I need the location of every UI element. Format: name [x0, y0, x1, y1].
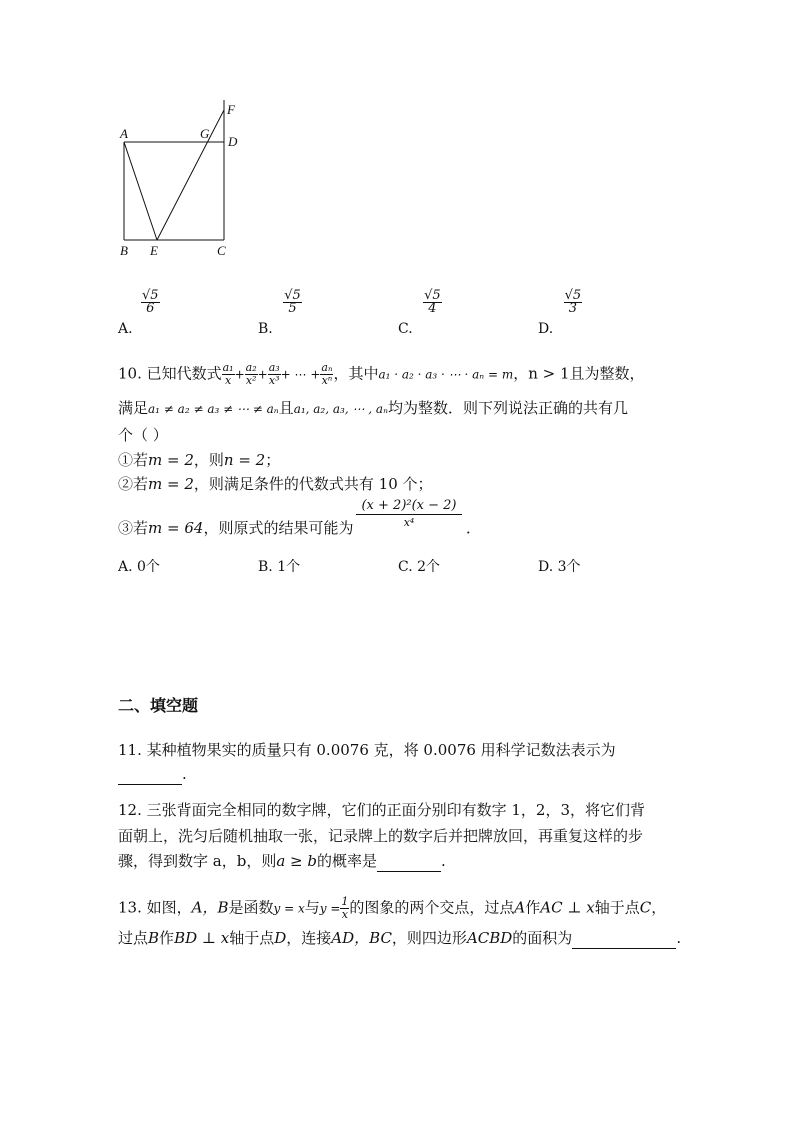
q11-end: . — [182, 765, 187, 783]
segment-ae — [124, 142, 157, 240]
fraction-numerator: √5 — [564, 288, 582, 303]
q13-point-b: B — [148, 929, 160, 947]
answer-blank[interactable] — [118, 764, 182, 785]
s1-pre: ①若 — [118, 451, 149, 469]
label-b: B — [120, 243, 128, 258]
q12-line3-pre: 骤，得到数字 a，b，则 — [118, 852, 277, 870]
fraction-numerator: a₁ — [222, 361, 234, 374]
label-a: A — [120, 126, 128, 141]
q12-line3-post: 的概率是 — [316, 852, 377, 870]
q13-bd: BD ⊥ x — [174, 929, 230, 947]
q11-answer-line — [118, 764, 187, 785]
s2-pre: ②若 — [118, 475, 149, 493]
q12-line1: 12. 三张背面完全相同的数字牌，它们的正面分别印有数字 1，2，3，将它们背 — [118, 801, 646, 819]
q13-ac: AC ⊥ x — [540, 898, 595, 917]
option-letter: C. — [398, 320, 413, 337]
q13-point-d: D — [274, 929, 287, 947]
option-fraction — [141, 290, 160, 315]
label-g: G — [200, 126, 210, 141]
q10-list: a₁, a₂, a₃, ⋯ , aₙ — [293, 402, 388, 416]
q10-where: ，其中 — [333, 364, 379, 383]
q9-option-d — [538, 288, 582, 337]
q10-option-b: B. 1个 — [258, 559, 301, 575]
q13-quadrilateral: ACBD — [466, 929, 513, 947]
s3-pre: ③若 — [118, 519, 149, 537]
fraction-denominator: x — [341, 908, 349, 921]
q13-line2-p4: ，连接 — [286, 929, 332, 947]
label-e: E — [150, 243, 158, 258]
q13-point-c: C — [639, 898, 652, 917]
q9-option-b — [258, 288, 302, 337]
option-letter: B. — [258, 320, 273, 337]
option-fraction — [564, 290, 583, 315]
q10-statement-2 — [118, 474, 433, 494]
q10-line2-pre: 满足 — [118, 399, 149, 417]
label-d: D — [228, 134, 238, 149]
fraction-numerator: √5 — [142, 288, 159, 303]
q10-option-c: C. 2个 — [398, 559, 441, 575]
q10-and: 且 — [278, 399, 294, 417]
q13-segments: AD，BC — [331, 929, 392, 947]
q10-intro: 10. 已知代数式 — [118, 364, 222, 383]
q10-line2 — [118, 398, 628, 419]
segment-ef — [157, 110, 224, 240]
q13-line2-pre: 过点 — [118, 929, 149, 947]
q10-distinct: a₁ ≠ a₂ ≠ a₃ ≠ ⋯ ≠ aₙ — [148, 402, 279, 416]
s1-mid: ，则 — [193, 451, 224, 469]
q13-line2-p6: 的面积为 — [512, 929, 573, 947]
expr-term-3 — [268, 362, 281, 387]
answer-blank[interactable] — [377, 851, 441, 872]
fraction-numerator: a₂ — [245, 361, 257, 374]
q11-line1: 11. 某种植物果实的质量只有 0.0076 克，将 0.0076 用科学记数法表示为 — [118, 741, 616, 759]
q13-func-1: y = x — [273, 901, 305, 916]
q10-line2-post: 均为整数．则下列说法正确的共有几 — [387, 399, 628, 417]
q13-line2-p2: 作 — [159, 929, 175, 947]
q13-line2-p3: 轴于点 — [229, 929, 275, 947]
label-f: F — [227, 102, 235, 117]
plus-sign: + — [257, 367, 268, 382]
s2-post: ，则满足条件的代数式共有 10 个； — [193, 475, 433, 493]
q10-statement-3 — [118, 518, 353, 538]
option-letter: D. — [538, 320, 554, 337]
q12-end: . — [441, 852, 446, 870]
fraction-numerator: 1 — [341, 895, 349, 908]
section-heading: 二、填空题 — [118, 696, 199, 715]
s1-end: ； — [265, 451, 281, 469]
fraction-numerator: a₃ — [268, 361, 280, 374]
ellipsis-plus: + ⋯ + — [280, 367, 321, 382]
fraction-denominator: x² — [245, 374, 257, 387]
q10-s3-end: ． — [466, 519, 482, 537]
q12-line3 — [118, 851, 446, 872]
q13-p8: ， — [651, 898, 667, 917]
s2-m: m = 2 — [148, 475, 194, 493]
option-fraction — [423, 290, 442, 315]
q13-p4: 与 — [304, 898, 320, 917]
fraction-denominator: 6 — [141, 302, 160, 315]
q10-product: a₁ · a₂ · a₃ · ⋯ · aₙ = m — [378, 367, 514, 382]
expr-term-1 — [222, 362, 235, 387]
q13-points: A，B — [191, 898, 229, 917]
q12-line2: 面朝上，洗匀后随机抽取一张，记录牌上的数字后并把牌放回，再重复这样的步 — [118, 827, 644, 845]
q10-statement-1 — [118, 450, 280, 470]
fraction-numerator: √5 — [284, 288, 301, 303]
q13-point-a: A — [514, 898, 526, 917]
fraction-numerator: aₙ — [321, 361, 333, 374]
q13-p5: 的图象的两个交点，过点 — [349, 898, 515, 917]
fraction-denominator: 4 — [423, 302, 442, 315]
fraction-denominator: xⁿ — [321, 374, 333, 387]
option-fraction — [283, 290, 302, 315]
q10-s3-fraction — [356, 498, 462, 531]
q13-func-2-pre: y = — [319, 901, 341, 916]
plus-sign: + — [234, 367, 245, 382]
fraction-denominator: 5 — [283, 302, 302, 315]
geometry-diagram — [110, 96, 250, 266]
q12-inequality: a ≥ b — [276, 852, 317, 870]
q13-p7: 轴于点 — [594, 898, 640, 917]
q13-line2-p5: ，则四边形 — [391, 929, 467, 947]
q13-end: . — [676, 929, 682, 947]
option-letter: A. — [118, 320, 133, 337]
q10-line1 — [118, 362, 645, 387]
s1-n: n = 2 — [223, 451, 266, 469]
q13-p3: 是函数 — [228, 898, 274, 917]
q9-option-c — [398, 288, 442, 337]
s1-m: m = 2 — [148, 451, 194, 469]
q10-line3: 个（ ） — [118, 426, 168, 444]
expr-term-n — [320, 362, 333, 387]
q13-line2 — [118, 928, 681, 949]
q10-option-d: D. 3个 — [538, 559, 581, 575]
label-c: C — [217, 243, 226, 258]
s3-fraction-denominator: x⁴ — [356, 514, 462, 531]
q10-cond-n: ，n > 1且为整数， — [513, 364, 645, 383]
q10-option-a: A. 0个 — [118, 559, 160, 575]
expr-term-2 — [245, 362, 258, 387]
fraction-numerator: √5 — [424, 288, 441, 303]
s3-m: m = 64 — [148, 519, 204, 537]
answer-blank[interactable] — [572, 928, 676, 949]
fraction-denominator: x³ — [268, 374, 280, 387]
s3-post: ，则原式的结果可能为 — [203, 519, 354, 537]
s3-fraction-numerator: (x + 2)²(x − 2) — [361, 498, 457, 513]
fraction-denominator: x — [222, 374, 235, 387]
q9-option-a — [118, 288, 160, 337]
q13-p6: 作 — [525, 898, 541, 917]
fraction-denominator: 3 — [564, 302, 583, 315]
q13-p1: 13. 如图， — [118, 898, 192, 917]
q13-line1 — [118, 896, 666, 921]
